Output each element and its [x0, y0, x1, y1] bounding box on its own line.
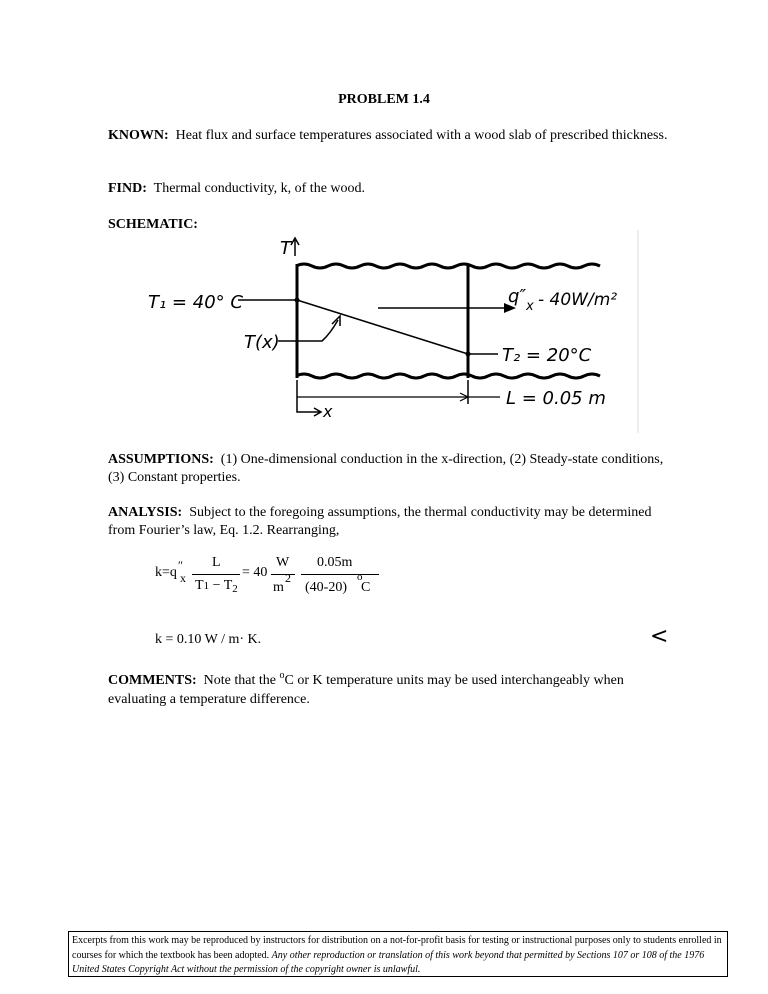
copyright-footer [68, 931, 728, 977]
assumptions-text: (1) One-dimensional conduction in the x-direction, (2) Steady-state conditions, (3) Constant properties. [108, 452, 664, 485]
find-text: Thermal conductivity, k, of the wood. [153, 181, 366, 196]
comments-section [108, 672, 678, 709]
t-axis-label: T [280, 238, 291, 259]
eq-degree-symbol: o [357, 571, 363, 583]
eq-fraction-bar-3 [301, 574, 379, 575]
tx-label: T(x) [244, 332, 280, 353]
analysis-label: ANALYSIS: [108, 505, 183, 520]
tx-leader-line [278, 320, 338, 341]
conductivity-equation [155, 555, 395, 605]
eq-q-double-prime: ″ [178, 558, 183, 572]
eq-denominator-T1: $T1 - T_2$ [195, 578, 238, 595]
eq-fraction-bar-1 [192, 574, 240, 575]
heat-flux-subscript: x [526, 299, 534, 314]
eq-k-q: k=q [155, 565, 177, 580]
known-label: KNOWN: [108, 128, 169, 143]
analysis-section [108, 504, 668, 540]
heat-flux-q-label: q″ [508, 286, 527, 307]
eq-m-exponent: 2 [285, 571, 291, 585]
x-axis-line [297, 404, 320, 412]
footer-text-a: Excerpts from this work may be reproduced by instructors for distribution on a not-for-profit basis for testing or instructional purposes only to students enrolled in courses for which the textbook has been adopted. [72, 935, 722, 961]
find-section [108, 180, 668, 198]
eq-q-subscript: x [180, 571, 186, 585]
eq-numerator-W: W [276, 555, 290, 570]
problem-title: PROBLEM 1.4 [338, 92, 430, 107]
assumptions-section [108, 451, 668, 487]
slab-top-wavy-edge [296, 264, 600, 268]
eq-denominator-m: m [273, 580, 284, 595]
schematic-diagram [140, 228, 650, 438]
comments-label: COMMENTS: [108, 673, 197, 688]
comments-text-a: Note that the [203, 673, 276, 688]
known-section [108, 127, 668, 145]
schematic-label: SCHEMATIC: [108, 217, 198, 232]
eq-numerator-L: L [212, 555, 221, 570]
slab-bottom-wavy-edge [296, 374, 600, 378]
eq-denominator-delta-t: (40-20) [305, 580, 347, 595]
known-text: Heat flux and surface temperatures associated with a wood slab of prescribed thickness. [175, 128, 668, 143]
x-axis-label: x [323, 402, 333, 421]
footer-text-b: Any other reproduction or translation of this work beyond that permitted by Sections 107 or 108 of the 1976 United States Copyright Act without the permission of the copyright owner is unlawful. [72, 949, 705, 975]
assumptions-label: ASSUMPTIONS: [108, 452, 214, 467]
heat-flux-value: - 40W/m² [538, 290, 618, 310]
eq-equals-40: = 40 [242, 565, 268, 580]
t1-label: T₁ = 40° C [148, 292, 243, 313]
comments-degree: o [279, 670, 285, 681]
find-label: FIND: [108, 181, 147, 196]
length-label: L = 0.05 m [506, 388, 606, 409]
eq-numerator-length: 0.05m [317, 555, 353, 570]
result-line: k = 0.10 W / m· K. [155, 632, 262, 647]
answer-marker: < [650, 624, 669, 649]
analysis-text: Subject to the foregoing assumptions, the thermal conductivity may be determined from Fourier’s law, Eq. 1.2. Rearranging, [108, 505, 652, 538]
eq-fraction-bar-2 [271, 574, 295, 575]
eq-celsius: C [361, 580, 371, 595]
t2-label: T₂ = 20°C [502, 345, 592, 366]
comments-text-b: C or K temperature units may be used interchangeably when evaluating a temperature difference. [108, 673, 624, 707]
